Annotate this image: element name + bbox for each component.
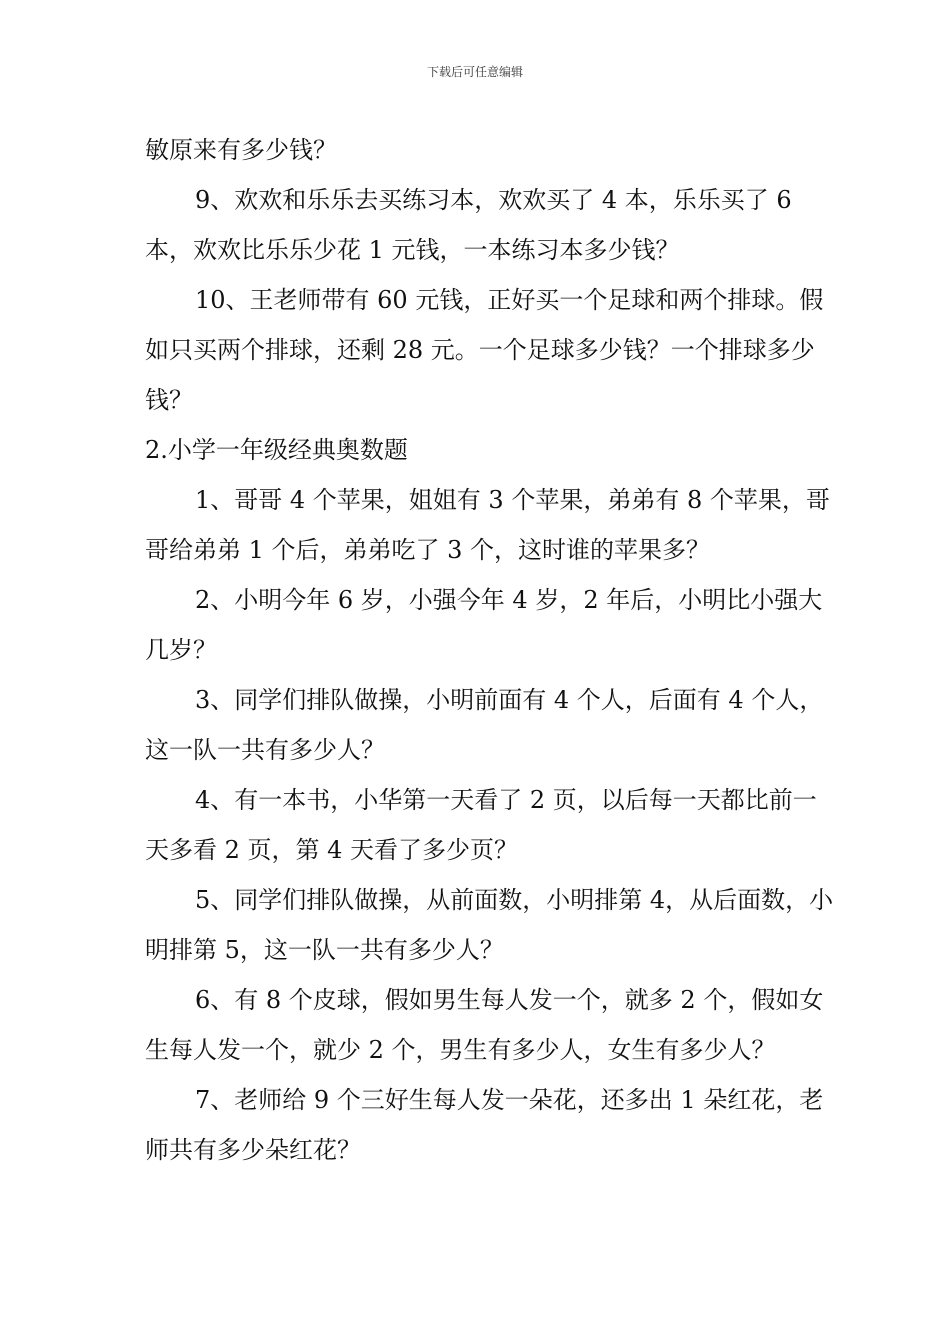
problem-9: 9、欢欢和乐乐去买练习本，欢欢买了 4 本，乐乐买了 6 本，欢欢比乐乐少花 1 元钱，一本练习本多少钱？ (145, 186, 792, 264)
problem-6: 6、有 8 个皮球，假如男生每人发一个，就多 2 个，假如女生每人发一个，就少 2 个，男生有多少人，女生有多少人？ (145, 986, 824, 1064)
problem-2: 2、小明今年 6 岁，小强今年 4 岁，2 年后，小明比小强大几岁？ (145, 586, 823, 664)
problem-7: 7、老师给 9 个三好生每人发一朵花，还多出 1 朵红花，老师共有多少朵红花？ (145, 1086, 824, 1164)
document-body (145, 125, 835, 1175)
page-header: 下载后可任意编辑 (426, 65, 523, 79)
problem-4: 4、有一本书，小华第一天看了 2 页，以后每一天都比前一天多看 2 页，第 4 天看了多少页？ (145, 786, 817, 864)
section-heading: 2.小学一年级经典奥数题 (145, 436, 408, 464)
problem-1: 1、哥哥 4 个苹果，姐姐有 3 个苹果，弟弟有 8 个苹果，哥哥给弟弟 1 个后，弟弟吃了 3 个，这时谁的苹果多？ (145, 486, 830, 564)
problem-3: 3、同学们排队做操，小明前面有 4 个人，后面有 4 个人，这一队一共有多少人？ (145, 686, 824, 764)
paragraph-continuation: 敏原来有多少钱？ (145, 136, 337, 164)
problem-10: 10、王老师带有 60 元钱，正好买一个足球和两个排球。假如只买两个排球，还剩 28 元。一个足球多少钱？一个排球多少钱？ (145, 286, 824, 414)
problem-5: 5、同学们排队做操，从前面数，小明排第 4，从后面数，小明排第 5，这一队一共有多少人？ (145, 886, 834, 964)
